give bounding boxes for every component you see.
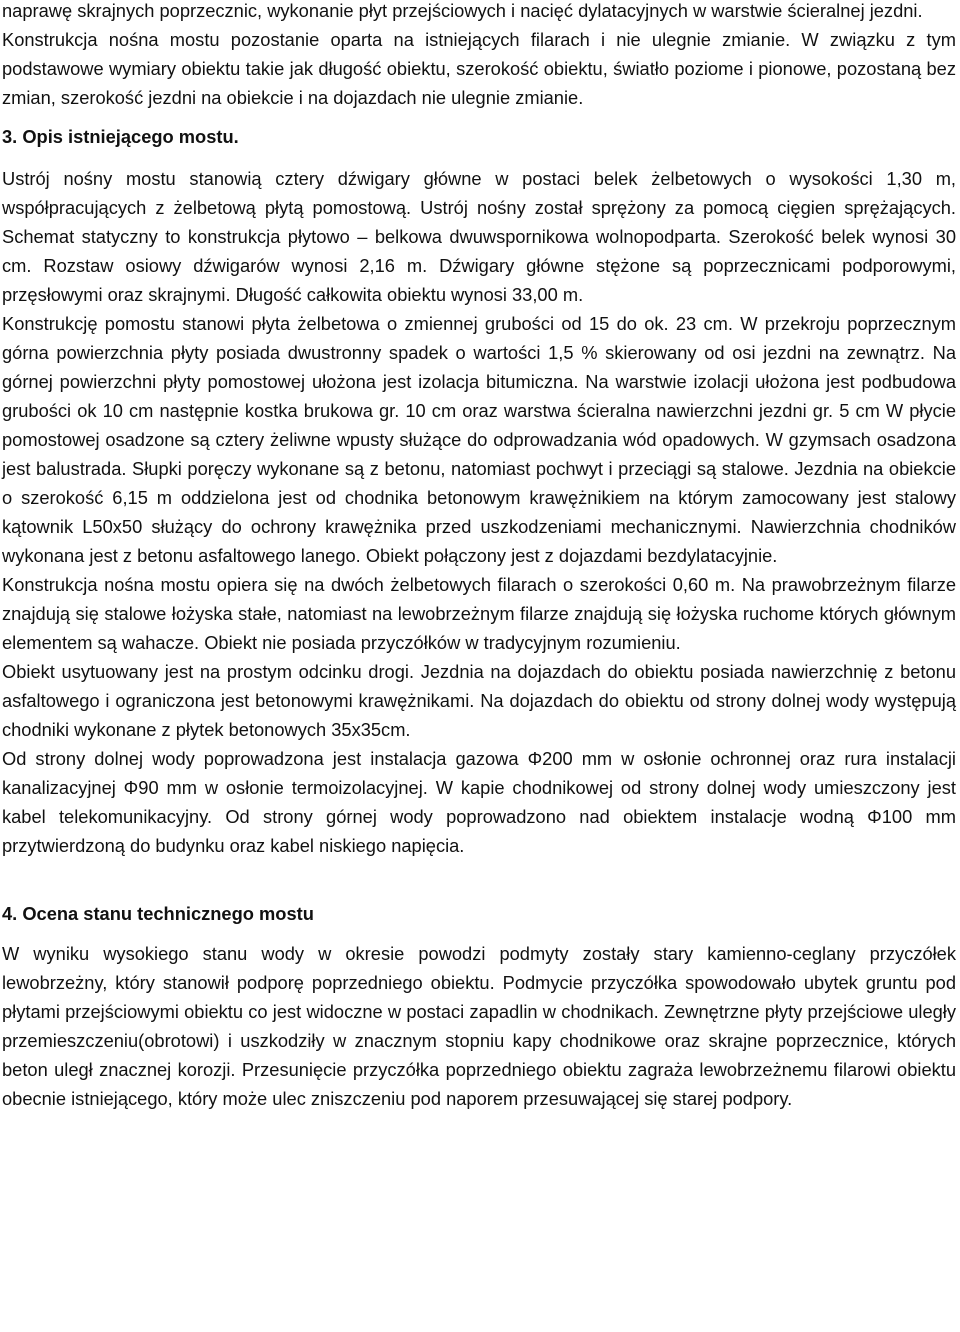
section-3-heading: 3. Opis istniejącego mostu. — [2, 126, 239, 147]
section-4-heading: 4. Ocena stanu technicznego mostu — [2, 903, 314, 924]
intro-paragraph-2: Konstrukcja nośna mostu pozostanie oparta na istniejących filarach i nie ulegnie zmianie. W związku z tym podstawowe wymiary obiektu takie jak długość obiektu, szerokość obiektu, światło poziome i pionowe, pozostaną bez zmian, szerokość jezdni na obiekcie i na dojazdach nie ulegnie zmianie. — [2, 29, 956, 108]
intro-paragraph-1: naprawę skrajnych poprzecznic, wykonanie płyt przejściowych i nacięć dylatacyjnych w warstwie ścieralnej jezdni. — [2, 0, 923, 21]
section-3-paragraph-3: Konstrukcja nośna mostu opiera się na dwóch żelbetowych filarach o szerokości 0,60 m. Na prawobrzeżnym filarze znajdują się stalowe łożyska stałe, natomiast na lewobrzeżnym filarze znajdują się łożyska ruchome których głównym elementem są wahacze. Obiekt nie posiada przyczółków w tradycyjnym rozumieniu. — [2, 574, 956, 653]
spacer — [2, 860, 956, 889]
section-4-paragraph-1: W wyniku wysokiego stanu wody w okresie powodzi podmyty zostały stary kamienno-ceglany przyczółek lewobrzeżny, który stanowił podporę poprzedniego obiektu. Podmycie przyczółka spowodowało ubytek gruntu pod płytami przejściowymi obiektu co jest widoczne w postaci zapadlin w chodnikach. Zewnętrzne płyty przejściowe uległy przemieszczeniu(obrotowi) i uszkodziły w znacznym stopniu kapy chodnikowe oraz skrajne poprzecznice, których beton uległ znacznej korozji. Przesunięcie przyczółka poprzedniego obiektu zagraża lewobrzeżnemu filarowi obiektu obecnie istniejącego, który może ulec zniszczeniu pod naporem przesuwającej się starej podpory. — [2, 943, 956, 1109]
section-3-paragraph-4: Obiekt usytuowany jest na prostym odcinku drogi. Jezdnia na dojazdach do obiektu posiada nawierzchnię z betonu asfaltowego i ograniczona jest betonowymi krawężnikami. Na dojazdach do obiektu od strony dolnej wody występują chodniki wykonane z płytek betonowych 35x35cm. — [2, 661, 956, 740]
section-3-paragraph-1: Ustrój nośny mostu stanowią cztery dźwigary główne w postaci belek żelbetowych o wysokości 1,30 m, współpracujących z żelbetową płytą pomostową. Ustrój nośny został sprężony za pomocą cięgien sprężających. Schemat statyczny to konstrukcja płytowo – belkowa dwuwspornikowa wolnopodparta. Szerokość belek wynosi 30 cm. Rozstaw osiowy dźwigarów wynosi 2,16 m. Dźwigary główne stężone są poprzecznicami podporowymi, przęsłowymi oraz skrajnymi. Długość całkowita obiektu wynosi 33,00 m. — [2, 168, 956, 305]
section-3-paragraph-2: Konstrukcję pomostu stanowi płyta żelbetowa o zmiennej grubości od 15 do ok. 23 cm. W przekroju poprzecznym górna powierzchnia płyty posiada dwustronny spadek o wartości 1,5 % skierowany od osi jezdni na zewnątrz. Na górnej powierzchni płyty pomostowej ułożona jest izolacja bitumiczna. Na warstwie izolacji ułożona jest podbudowa grubości ok 10 cm następnie kostka brukowa gr. 10 cm oraz warstwa ścieralna nawierzchni jezdni gr. 5 cm W płycie pomostowej osadzone są cztery żeliwne wpusty służące do odprowadzania wód opadowych. W gzymsach osadzona jest balustrada. Słupki poręczy wykonane są z betonu, natomiast pochwyt i przeciągi są stalowe. Jezdnia na obiekcie o szerokość 6,15 m oddzielona jest od chodnika betonowym krawężnikiem na którym zamocowany jest stalowy kątownik L50x50 służący do ochrony krawężnika przed uszkodzeniami mechanicznymi. Nawierzchnia chodników wykonana jest z betonu asfaltowego lanego. Obiekt połączony jest z dojazdami bezdylatacyjnie. — [2, 313, 956, 566]
section-3-paragraph-5: Od strony dolnej wody poprowadzona jest instalacja gazowa Φ200 mm w osłonie ochronnej oraz rura instalacji kanalizacyjnej Φ90 mm w osłonie termoizolacyjnej. W kapie chodnikowej od strony dolnej wody umieszczony jest kabel telekomunikacyjny. Od strony górnej wody poprowadzono nad obiektem instalacje wodną Φ100 mm przytwierdzoną do budynku oraz kabel niskiego napięcia. — [2, 748, 956, 856]
